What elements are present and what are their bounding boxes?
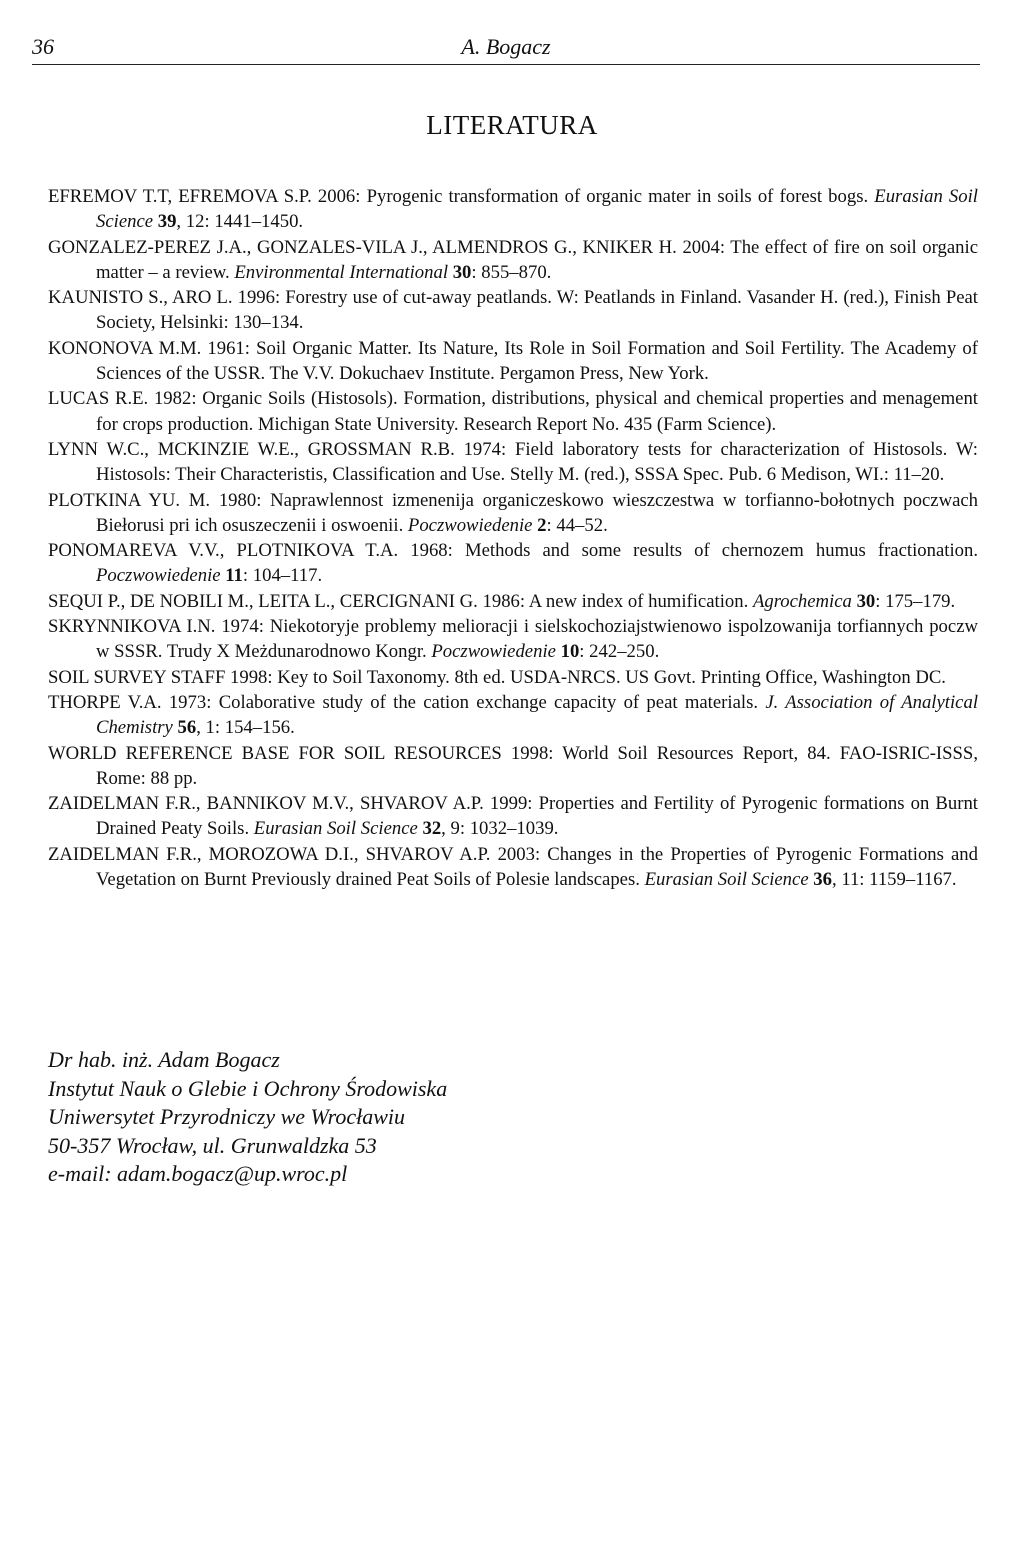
reference-text: GONZALEZ-PEREZ J.A., GONZALES-VILA J., ALMENDROS G., KNIKER H. 2004: The effect of fire on soil organic matter – a review.	[48, 236, 978, 283]
reference-text: SKRYNNIKOVA I.N. 1974: Niekotoryje problemy melioracji i sielskochoziajstwienowo ispolzowanija torfiannych poczw w SSSR. Trudy X Meżdunarodnowo Kongr.	[48, 616, 978, 663]
reference-entry	[48, 791, 978, 842]
author-name: Dr hab. inż. Adam Bogacz	[48, 1047, 280, 1072]
reference-pages: : 104–117.	[242, 565, 323, 587]
author-affiliation	[48, 1046, 447, 1189]
reference-text: WORLD REFERENCE BASE FOR SOIL RESOURCES 1998: World Soil Resources Report, 84. FAO-ISRIC-ISSS, Rome: 88 pp.	[48, 742, 978, 789]
reference-text: EFREMOV T.T, EFREMOVA S.P. 2006: Pyrogenic transformation of organic mater in soils of forest bogs.	[48, 186, 869, 207]
reference-journal: Eurasian Soil Science	[96, 186, 978, 233]
reference-entry	[48, 842, 978, 893]
reference-entry	[48, 538, 978, 589]
reference-volume: 30	[452, 261, 472, 283]
reference-pages: , 11: 1159–1167.	[831, 869, 957, 891]
reference-journal: J. Association of Analytical Chemistry	[96, 691, 979, 739]
page-header	[32, 28, 980, 65]
reference-entry	[48, 336, 978, 387]
reference-volume: 56	[177, 717, 197, 739]
reference-journal: Poczwowiedenie	[431, 641, 556, 663]
reference-journal: Poczwowiedenie	[96, 565, 221, 587]
reference-pages: , 9: 1032–1039.	[441, 818, 559, 840]
reference-pages: : 44–52.	[546, 514, 608, 536]
reference-volume: 30	[856, 590, 876, 612]
reference-text: SOIL SURVEY STAFF 1998: Key to Soil Taxonomy. 8th ed. USDA-NRCS. US Govt. Printing Office, Washington DC.	[48, 666, 946, 688]
section-title: LITERATURA	[426, 110, 598, 140]
reference-journal: Environmental International	[234, 261, 449, 283]
reference-journal: Eurasian Soil Science	[644, 869, 809, 891]
reference-entry	[48, 285, 978, 336]
reference-entry	[48, 437, 978, 488]
reference-volume: 32	[422, 818, 442, 840]
reference-text: ZAIDELMAN F.R., MOROZOWA D.I., SHVAROV A.P. 2003: Changes in the Properties of Pyrogenic Formations and Vegetation on Burnt Previously drained Peat Soils of Polesie landscapes.	[48, 843, 978, 891]
reference-text: KONONOVA M.M. 1961: Soil Organic Matter. Its Nature, Its Role in Soil Formation and Soil Fertility. The Academy of Sciences of the USSR. The V.V. Dokuchaev Institute. Pergamon Press, New York.	[48, 337, 978, 385]
reference-text: KAUNISTO S., ARO L. 1996: Forestry use of cut-away peatlands. W: Peatlands in Finland. Vasander H. (red.), Finish Peat Society, Helsinki: 130–134.	[48, 287, 978, 334]
reference-journal: Poczwowiedenie	[407, 514, 533, 536]
reference-volume: 2	[537, 514, 547, 536]
reference-journal: Agrochemica	[752, 590, 852, 612]
reference-pages: , 12: 1441–1450.	[176, 211, 304, 233]
reference-text: PLOTKINA YU. M. 1980: Naprawlennost izmenenija organiczeskowo wieszczestwa w torfianno-bołotnych poczwach Biełorusi pri ich osuszeczenii i oswoenii.	[48, 489, 978, 536]
reference-list	[48, 184, 978, 892]
author-address: 50-357 Wrocław, ul. Grunwaldzka 53	[48, 1132, 377, 1158]
reference-volume: 10	[560, 641, 580, 663]
reference-volume: 36	[813, 869, 832, 891]
reference-volume: 11	[225, 565, 243, 587]
reference-entry	[48, 741, 978, 792]
reference-text: THORPE V.A. 1973: Colaborative study of the cation exchange capacity of peat materials.	[48, 691, 759, 713]
reference-entry	[48, 614, 978, 665]
reference-pages: : 242–250.	[579, 641, 660, 663]
running-head: A. Bogacz	[461, 34, 551, 59]
reference-entry	[48, 184, 978, 235]
reference-text: PONOMAREVA V.V., PLOTNIKOVA T.A. 1968: Methods and some results of chernozem humus fractionation.	[48, 540, 978, 562]
reference-entry	[48, 386, 978, 437]
page-number: 36	[32, 34, 54, 59]
reference-journal: Eurasian Soil Science	[253, 818, 418, 840]
reference-text: SEQUI P., DE NOBILI M., LEITA L., CERCIGNANI G. 1986: A new index of humification.	[48, 590, 749, 612]
reference-entry	[48, 589, 978, 614]
reference-volume: 39	[157, 211, 177, 233]
author-institute: Instytut Nauk o Glebie i Ochrony Środowiska	[48, 1075, 448, 1101]
reference-text: LYNN W.C., MCKINZIE W.E., GROSSMAN R.B. 1974: Field laboratory tests for characterization of Histosols. W: Histosols: Their Characteristis, Classification and Use. Stelly M. (red.), SSSA Spec. Pub. 6 Medison, WI.: 11–20.	[48, 438, 978, 486]
reference-pages: , 1: 154–156.	[196, 717, 295, 739]
author-university: Uniwersytet Przyrodniczy we Wrocławiu	[48, 1104, 406, 1129]
reference-entry	[48, 488, 978, 539]
reference-entry	[48, 690, 978, 741]
reference-text: LUCAS R.E. 1982: Organic Soils (Histosols). Formation, distributions, physical and chemical properties and menagement for crops production. Michigan State University. Research Report No. 435 (Farm Science).	[48, 388, 978, 435]
reference-pages: : 855–870.	[471, 261, 552, 283]
author-email: e-mail: adam.bogacz@up.wroc.pl	[48, 1161, 348, 1186]
reference-entry	[48, 235, 978, 286]
reference-entry	[48, 665, 978, 690]
reference-pages: : 175–179.	[875, 590, 956, 612]
reference-text: ZAIDELMAN F.R., BANNIKOV M.V., SHVAROV A.P. 1999: Properties and Fertility of Pyrogenic formations on Burnt Drained Peaty Soils.	[48, 793, 978, 840]
